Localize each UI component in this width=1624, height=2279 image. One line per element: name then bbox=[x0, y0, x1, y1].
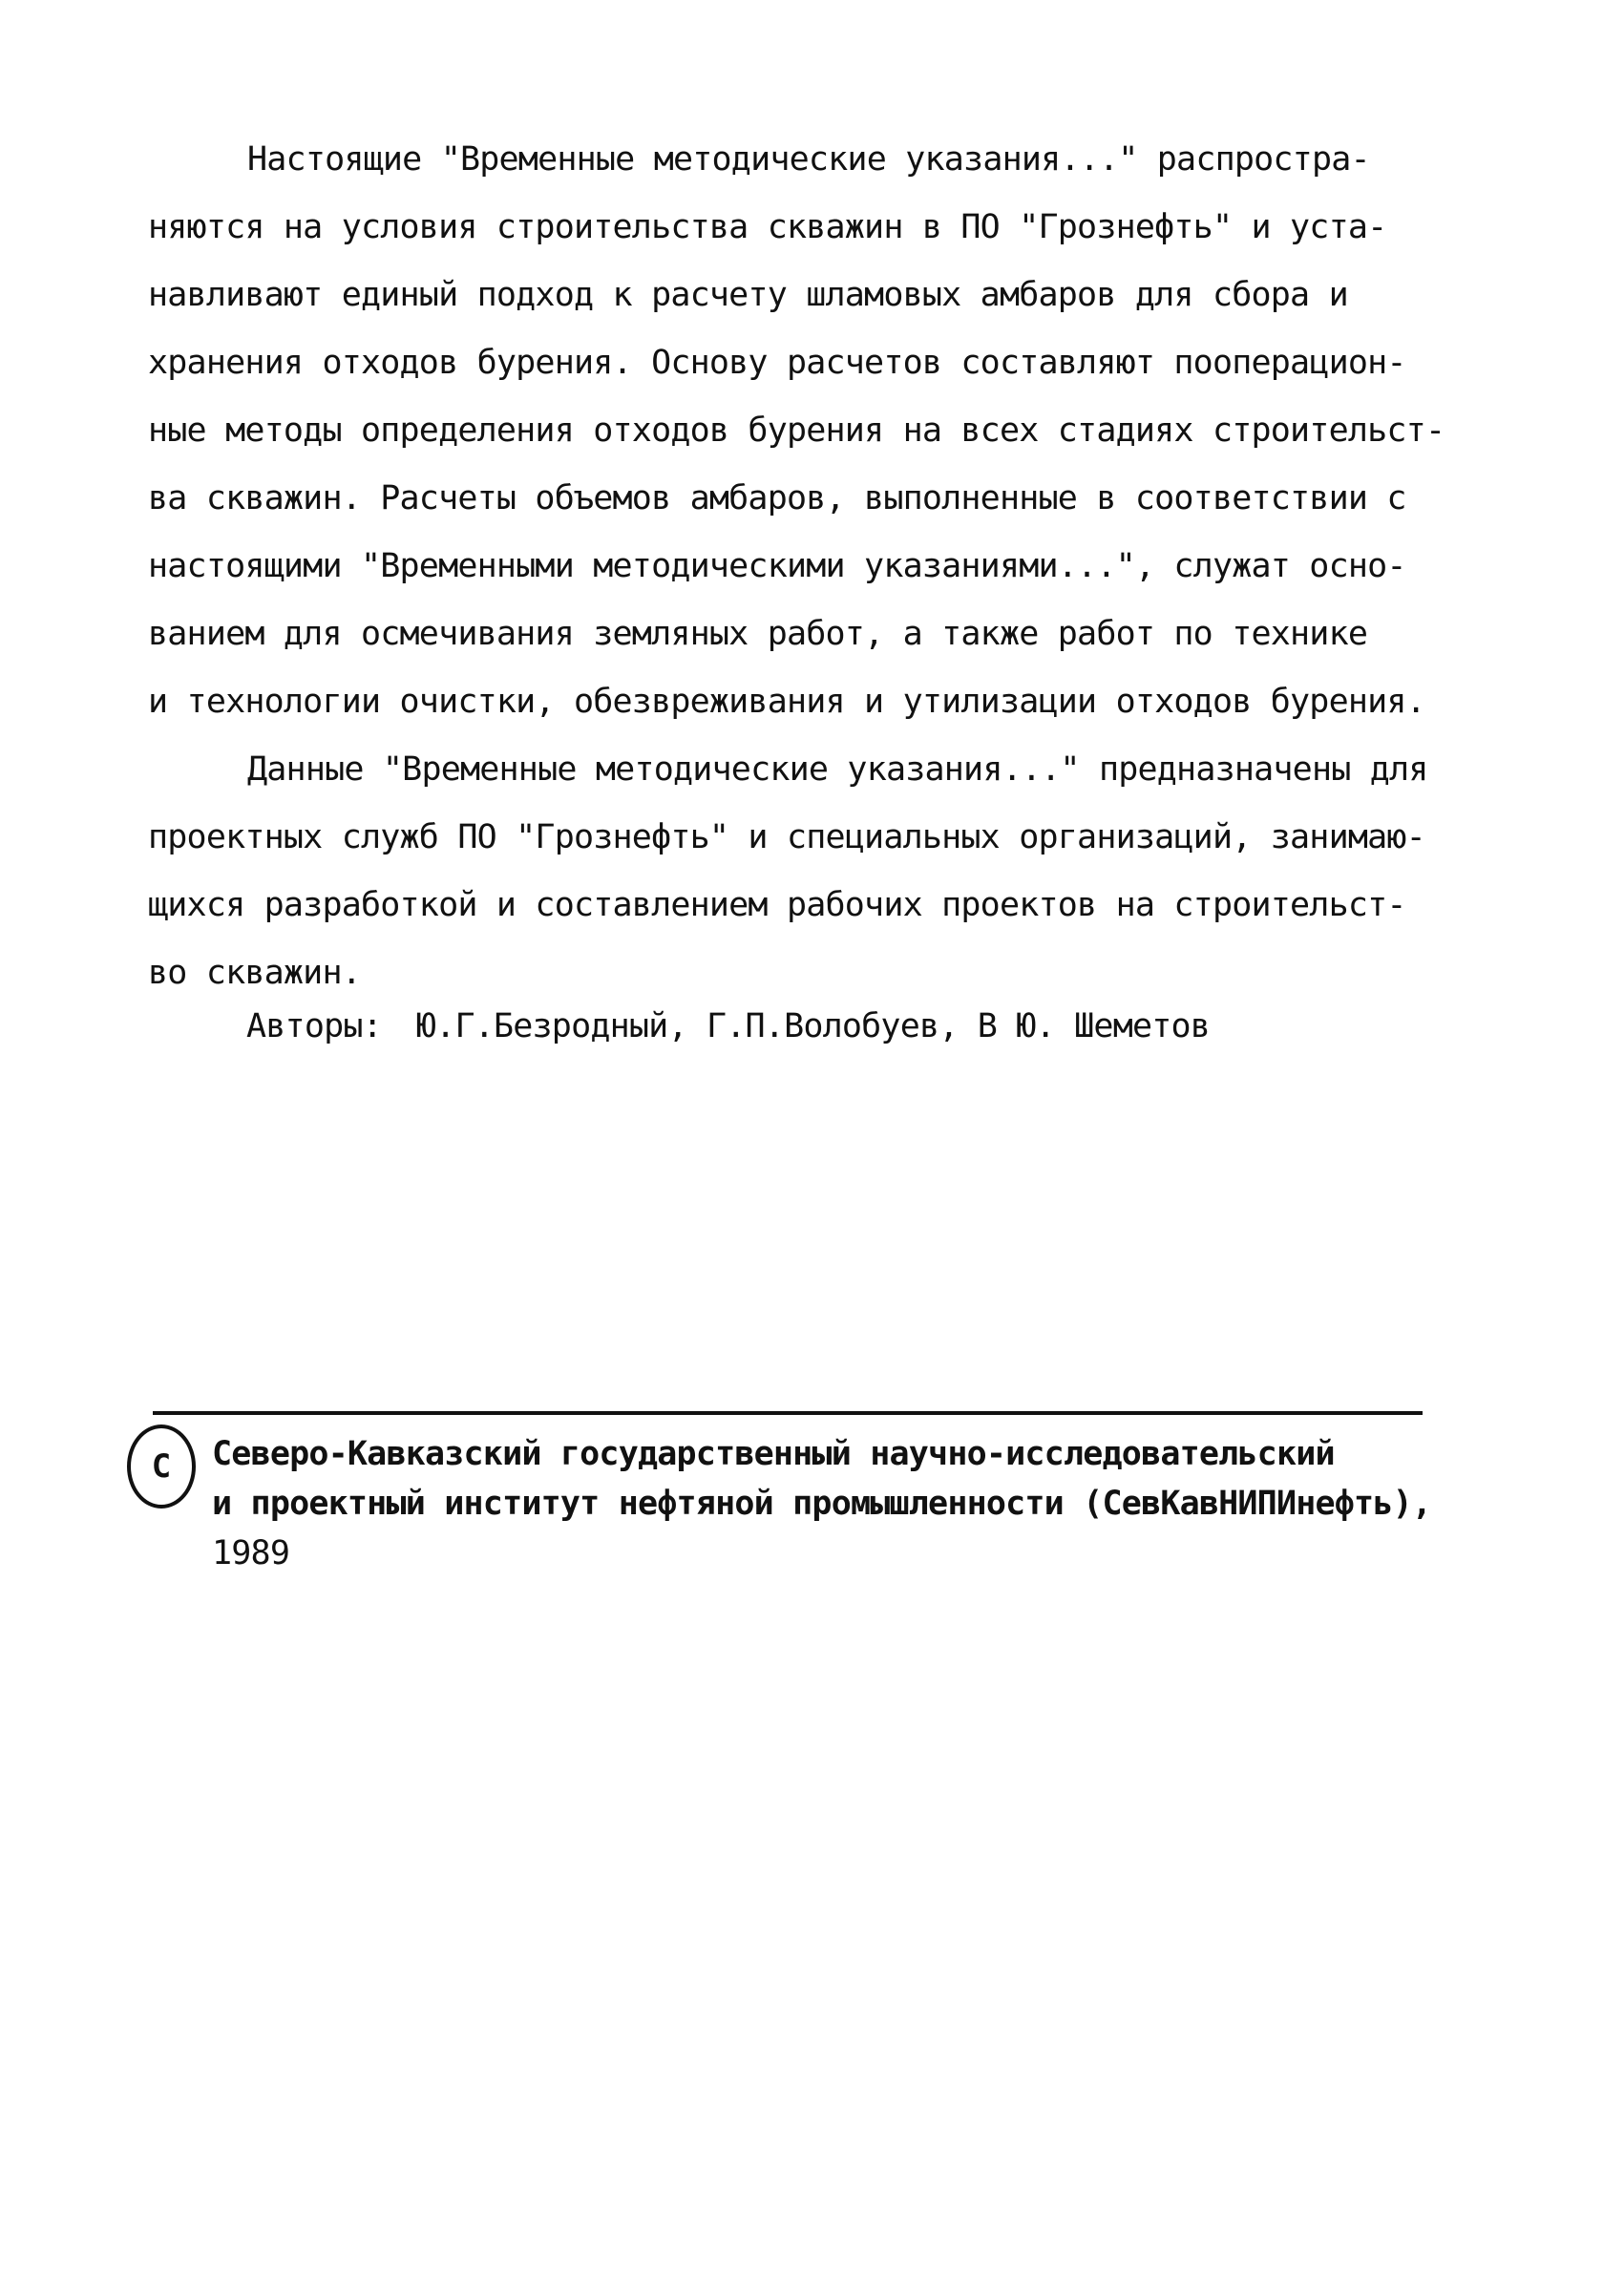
body-line: во скважин. bbox=[148, 954, 361, 992]
body-line: Данные "Временные методические указания..." предназначены для bbox=[247, 750, 1428, 789]
authors-names: Ю.Г.Безродный, Г.П.Волобуев, В Ю. Шеметов bbox=[415, 1007, 1211, 1045]
copyright-line: и проектный институт нефтяной промышленности (СевКавНИПИнефть), bbox=[212, 1485, 1432, 1523]
body-line: ные методы определения отходов бурения на всех стадиях строительст- bbox=[148, 411, 1445, 450]
document-body bbox=[148, 126, 1523, 1007]
body-line: хранения отходов бурения. Основу расчетов составляют пооперацион- bbox=[148, 344, 1406, 382]
body-line: щихся разработкой и составлением рабочих проектов на строительст- bbox=[148, 886, 1406, 924]
body-line: настоящими "Временными методическими указаниями...", служат осно- bbox=[148, 547, 1406, 585]
copyright-block bbox=[212, 1429, 1431, 1578]
body-line: ванием для осмечивания земляных работ, а также работ по технике bbox=[148, 615, 1368, 653]
copyright-line: Северо-Кавказский государственный научно-исследовательский bbox=[212, 1435, 1335, 1473]
authors-line bbox=[246, 993, 1210, 1061]
copyright-year: 1989 bbox=[212, 1534, 290, 1572]
copyright-sign-letter: C bbox=[151, 1447, 172, 1486]
body-line: няются на условия строительства скважин в ПО "Грознефть" и уста- bbox=[148, 208, 1387, 246]
body-line: Настоящие "Временные методические указания..." распростра- bbox=[247, 140, 1370, 179]
body-line: проектных служб ПО "Грознефть" и специальных организаций, занимаю- bbox=[148, 818, 1425, 856]
body-line: навливают единый подход к расчету шламовых амбаров для сбора и bbox=[148, 276, 1348, 314]
body-line: ва скважин. Расчеты объемов амбаров, выполненные в соответствии с bbox=[148, 479, 1406, 517]
copyright-divider bbox=[153, 1411, 1423, 1415]
body-line: и технологии очистки, обезвреживания и утилизации отходов бурения. bbox=[148, 683, 1425, 721]
copyright-icon bbox=[127, 1424, 196, 1509]
authors-label: Авторы: bbox=[246, 1007, 382, 1045]
